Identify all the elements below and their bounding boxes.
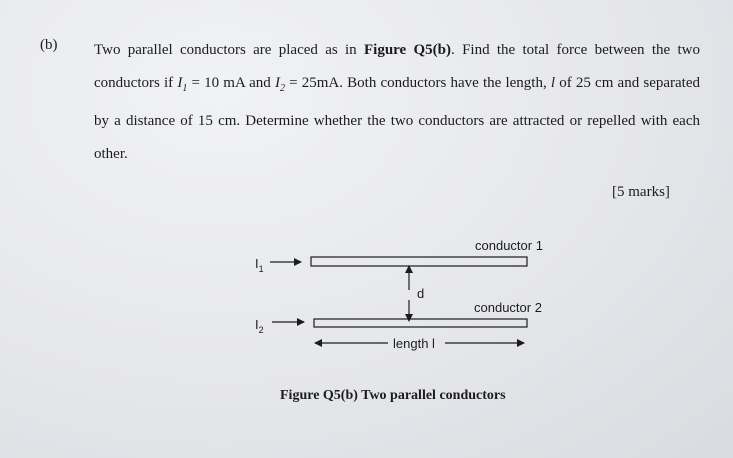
length-symbol: l	[550, 75, 556, 91]
question-label: (b)	[40, 37, 58, 53]
current-2-symbol: I	[274, 75, 280, 91]
figure-reference: Figure Q5(b)	[363, 42, 452, 58]
current-1-label: $I_1$	[255, 256, 264, 274]
current-1-symbol: I	[177, 75, 183, 91]
current-1-subscript: 1	[182, 83, 188, 94]
conductor-1-label: conductor 1	[475, 238, 543, 253]
text-part-5: of 25 cm and separated by a distance of 15 cm. Determine whether the two conductors are attracted or repelled with each other.	[94, 75, 700, 162]
conductor-2-bar	[314, 319, 527, 327]
figure-caption: Figure Q5(b) Two parallel conductors	[280, 388, 506, 403]
text-part-2: . Find the total force between the two conductors if	[94, 42, 700, 91]
current-2-subscript: 2	[279, 83, 285, 94]
text-part-4: = 25mA. Both conductors have the length,	[284, 75, 551, 91]
length-label: length l	[393, 336, 435, 351]
conductor-1-bar	[311, 257, 527, 266]
marks-label: [5 marks]	[612, 184, 670, 200]
text-part-1: Two parallel conductors are placed as in	[94, 42, 364, 58]
separation-label: d	[417, 286, 425, 301]
current-2-label: $I_2$	[255, 317, 264, 335]
text-part-3: = 10 mA and	[187, 75, 275, 91]
conductor-2-label: conductor 2	[474, 300, 542, 315]
